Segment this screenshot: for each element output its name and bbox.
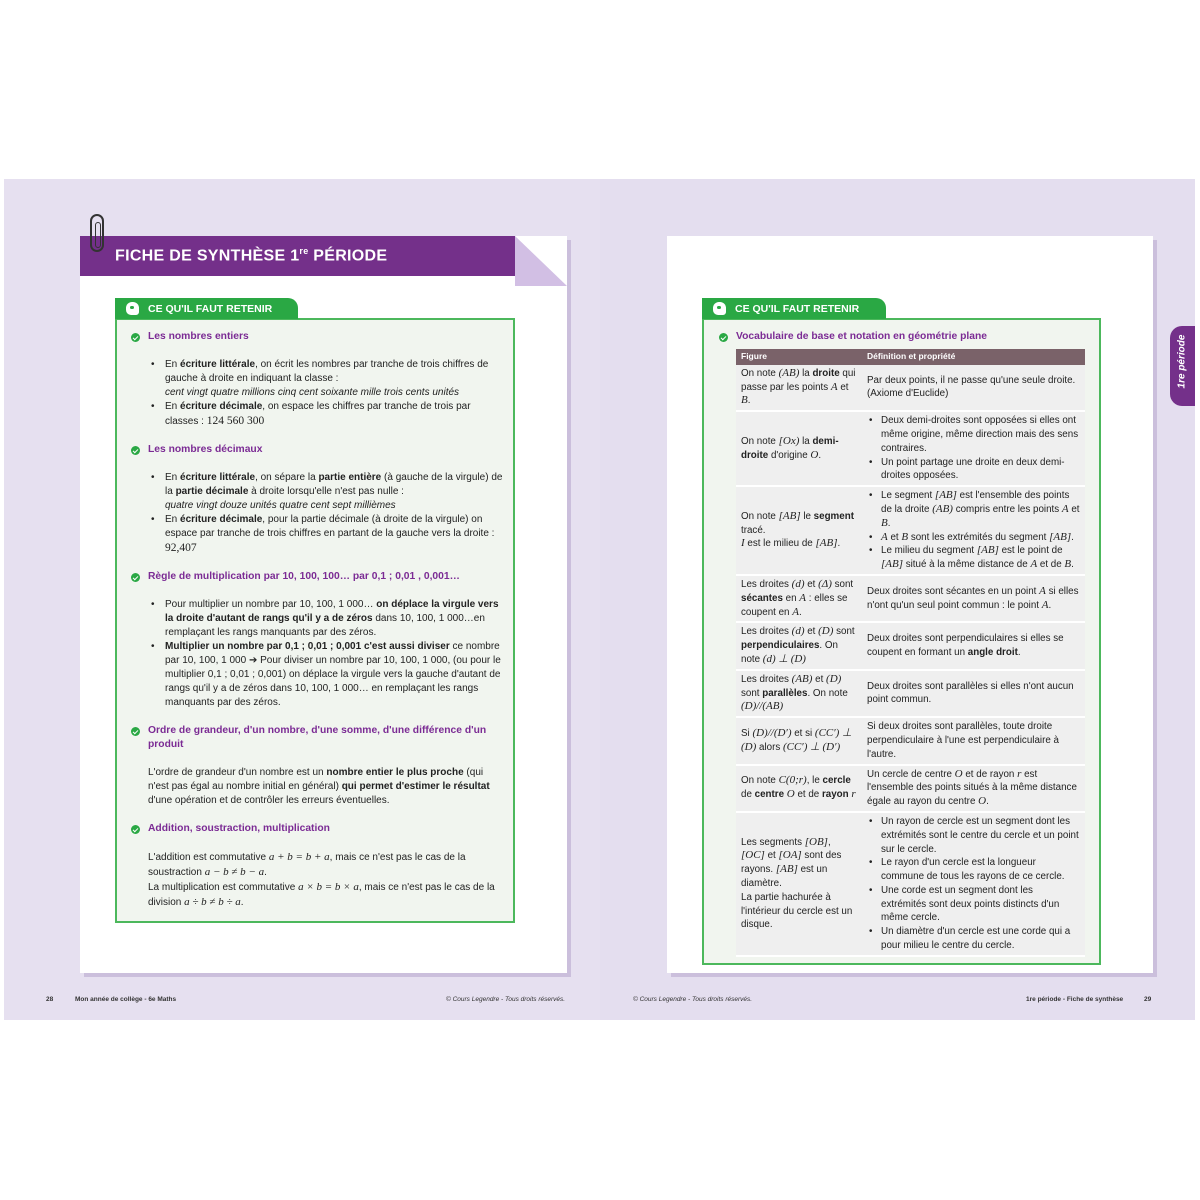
section-title bbox=[128, 724, 503, 752]
list-item bbox=[881, 815, 1080, 856]
text-run: Deux droites sont sécantes en un point bbox=[867, 585, 1040, 597]
bullet-list bbox=[128, 598, 503, 710]
text-run: A bbox=[792, 605, 799, 618]
text-run: sécantes bbox=[741, 592, 783, 604]
table-row bbox=[736, 717, 1085, 764]
title-end: PÉRIODE bbox=[308, 247, 388, 265]
text-run: Un rayon de cercle est un segment dont les extrémités sont le centre du cercle et un point sur le cercle. bbox=[881, 815, 1079, 855]
text-run: B bbox=[741, 394, 748, 407]
list-item bbox=[165, 400, 503, 429]
text-run: A bbox=[799, 591, 807, 604]
bullet-list bbox=[867, 414, 1080, 483]
text-run: partie entière bbox=[318, 472, 382, 483]
list-item bbox=[165, 358, 503, 400]
text-run: est l'ensemble des points situés à la même distance égale au rayon du centre bbox=[867, 768, 1077, 808]
text-run: A bbox=[1041, 598, 1049, 611]
text-run: Par deux points, il ne passe qu'une seule droite. (Axiome d'Euclide) bbox=[867, 374, 1076, 400]
section-title-text: Les nombres entiers bbox=[148, 331, 249, 342]
text-run: En bbox=[165, 514, 181, 525]
section-title bbox=[128, 570, 503, 584]
text-run: Les droites bbox=[741, 578, 792, 590]
text-run: , pour la partie décimale (à droite de la virgule) on espace par tranche de trois chiffres en partant de la gauche vers la droite : bbox=[165, 514, 495, 539]
text-run: (D)//(AB) bbox=[741, 700, 784, 713]
text-run: Si bbox=[741, 728, 753, 740]
text-run: Un point partage une droite en deux demi-droites opposées. bbox=[881, 456, 1065, 482]
text-run: r bbox=[1017, 767, 1022, 780]
text-run: tracé. bbox=[741, 524, 766, 536]
text-run: qui permet d'estimer le résultat bbox=[341, 781, 490, 792]
text-run: , on sépare la bbox=[255, 472, 319, 483]
text-run: (Δ) bbox=[818, 577, 832, 590]
text-run: . bbox=[798, 606, 802, 618]
definition-cell bbox=[862, 622, 1085, 669]
text-run: . bbox=[986, 796, 989, 808]
text-run: et bbox=[1068, 503, 1080, 515]
paragraph bbox=[128, 850, 503, 910]
figure-cell bbox=[736, 575, 862, 622]
text-run: . bbox=[1071, 559, 1074, 571]
text-run: Les segments bbox=[741, 836, 805, 848]
definition-cell bbox=[862, 670, 1085, 717]
col-header-figure: Figure bbox=[736, 349, 862, 365]
text-run: (d) bbox=[791, 577, 805, 590]
text-run: 92,407 bbox=[165, 542, 197, 554]
text-run: [Ox) bbox=[778, 434, 800, 447]
figure-cell bbox=[736, 411, 862, 486]
paragraph bbox=[128, 766, 503, 808]
text-run: C(0;r) bbox=[778, 774, 807, 787]
text-run: (qui n'est pas égal au nombre initial en général) bbox=[148, 767, 484, 792]
text-run: de bbox=[741, 789, 755, 801]
section-title bbox=[128, 822, 503, 836]
text-run: alors bbox=[756, 741, 783, 753]
section-title-text: Les nombres décimaux bbox=[148, 444, 263, 455]
figure-cell bbox=[736, 622, 862, 669]
section-title bbox=[128, 330, 503, 344]
text-run: sont bbox=[741, 687, 763, 699]
definition-cell bbox=[862, 717, 1085, 764]
list-item bbox=[165, 513, 503, 556]
figure-cell bbox=[736, 812, 862, 956]
footer-copyright-right: © Cours Legendre - Tous droits réservés. bbox=[633, 996, 753, 1003]
text-run: Le milieu du segment bbox=[881, 545, 977, 557]
section-title-text: Addition, soustraction, multiplication bbox=[148, 823, 330, 834]
text-run: [OB] bbox=[804, 835, 828, 848]
text-run: r bbox=[851, 788, 856, 801]
text-run: [AB] bbox=[775, 863, 798, 876]
text-run: [AB] bbox=[1049, 530, 1072, 543]
text-run: [AB] bbox=[881, 558, 903, 571]
text-run: . bbox=[1071, 531, 1074, 543]
table-row bbox=[736, 365, 1085, 411]
text-run: . bbox=[1048, 599, 1052, 611]
text-run: sont des rayons. bbox=[741, 850, 842, 876]
text-run: La multiplication est commutative bbox=[148, 882, 299, 893]
text-run: cercle bbox=[822, 775, 851, 787]
text-run: et de rayon bbox=[962, 768, 1018, 780]
text-run: (à gauche de la virgule) de la bbox=[165, 472, 503, 497]
text-run: On note bbox=[741, 367, 779, 379]
box-label: CE QU'IL FAUT RETENIR bbox=[735, 303, 860, 315]
page-title bbox=[80, 236, 515, 276]
list-item bbox=[881, 884, 1080, 925]
text-run: Deux droites sont perpendiculaires si elles se coupent en formant un bbox=[867, 633, 1064, 659]
bullet-list bbox=[867, 489, 1080, 572]
text-run: B bbox=[901, 530, 909, 543]
text-run: perpendiculaires bbox=[741, 640, 820, 652]
text-run: Multiplier un nombre par 0,1 ; 0,01 ; 0,001 c'est aussi diviser bbox=[165, 641, 450, 652]
text-run: Si deux droites sont parallèles, toute droite perpendiculaire à l'une est perpendiculaire à l'autre. bbox=[867, 721, 1059, 760]
text-run: Les droites bbox=[741, 673, 792, 685]
table-row bbox=[736, 622, 1085, 669]
section-title-text: Règle de multiplication par 10, 100, 100… par 0,1 ; 0,01 , 0,001… bbox=[148, 571, 460, 582]
side-tab-label: 1re période bbox=[1176, 334, 1188, 389]
text-run: [AB] bbox=[976, 544, 999, 557]
text-run: (d) ⊥ (D) bbox=[762, 652, 806, 665]
text-run: . bbox=[1017, 647, 1021, 659]
table-row bbox=[736, 486, 1085, 575]
list-item bbox=[881, 489, 1080, 530]
text-run: est l'ensemble des points de la droite bbox=[881, 490, 1070, 515]
text-run: et bbox=[764, 850, 779, 862]
text-run: dans 10, 100, 1 000…en remplaçant les rangs manquants par des zéros. bbox=[165, 613, 485, 638]
right-content bbox=[716, 330, 1088, 957]
text-run: qui passe par les points bbox=[741, 367, 856, 393]
title-text: FICHE DE SYNTHÈSE 1 bbox=[115, 247, 300, 265]
footer-book-title: Mon année de collège - 6e Maths bbox=[75, 996, 177, 1003]
text-run: Le segment bbox=[881, 490, 935, 502]
text-run: [AB] bbox=[815, 537, 838, 550]
text-run: Une corde est un segment dont les extrémités sont deux points distincts d'un même cercle. bbox=[881, 884, 1060, 924]
text-run: Un cercle de centre bbox=[867, 768, 955, 780]
head-icon bbox=[126, 302, 139, 315]
text-run: [AB] bbox=[934, 489, 957, 502]
text-run: partie décimale bbox=[175, 486, 249, 497]
check-icon bbox=[719, 333, 728, 342]
text-run: , mais ce n'est pas le cas de la division bbox=[148, 882, 495, 908]
text-run: En bbox=[165, 359, 181, 370]
text-run: et de bbox=[794, 789, 822, 801]
check-icon bbox=[131, 825, 140, 834]
text-run: O bbox=[978, 795, 987, 808]
section-title bbox=[716, 330, 1088, 344]
definition-cell bbox=[862, 411, 1085, 486]
table-row bbox=[736, 670, 1085, 717]
text-run: A bbox=[1030, 558, 1038, 571]
title-sup: re bbox=[299, 246, 309, 256]
footer-copyright-left: © Cours Legendre - Tous droits réservés. bbox=[446, 996, 566, 1003]
definition-cell bbox=[862, 765, 1085, 812]
text-run: (D) bbox=[818, 625, 834, 638]
text-run: , le bbox=[806, 775, 823, 787]
text-run: Un diamètre d'un cercle est une corde qui a pour milieu le centre du cercle. bbox=[881, 926, 1071, 952]
text-run: a × b = b × a bbox=[298, 881, 359, 893]
text-run: B bbox=[1064, 558, 1072, 571]
text-run: et de bbox=[1037, 559, 1065, 571]
side-tab-period[interactable] bbox=[1170, 326, 1195, 406]
text-run: à droite lorsqu'elle n'est pas nulle : bbox=[248, 486, 404, 497]
text-run: : elles se coupent en bbox=[741, 592, 848, 618]
page-number-left: 28 bbox=[46, 996, 54, 1003]
definition-cell bbox=[862, 365, 1085, 411]
text-run: La partie hachurée à l'intérieur du cercle est un disque. bbox=[741, 891, 853, 931]
text-run: L'addition est commutative bbox=[148, 852, 269, 863]
text-run: On note bbox=[741, 435, 779, 447]
list-item bbox=[881, 856, 1080, 884]
text-run: , mais ce n'est pas le cas de la soustraction bbox=[148, 852, 466, 878]
text-run: segment bbox=[813, 510, 854, 522]
figure-cell bbox=[736, 765, 862, 812]
figure-cell bbox=[736, 486, 862, 575]
text-run: on déplace la virgule vers la droite d'autant de rangs qu'il y a de zéros bbox=[165, 599, 499, 624]
check-icon bbox=[131, 333, 140, 342]
table-row bbox=[736, 575, 1085, 622]
text-run: ce nombre par 10, 100, 1 000 ➔ Pour diviser un nombre par 10, 100, 1 000, (ou pour le multiplier 0,1 ; 0,01 ; 0,001) on déplace la virgule vers la gauche d'autant de rangs qu'il y a de zéros dans 10, 100, 1 000… en remplaçant les rangs manquants par des zéros. bbox=[165, 641, 501, 708]
text-run: (D)//(D′) bbox=[752, 727, 792, 740]
box-tab-right bbox=[702, 298, 886, 319]
section-title-text: Vocabulaire de base et notation en géométrie plane bbox=[736, 331, 988, 342]
text-run: (AB) bbox=[791, 672, 813, 685]
text-run: (CC′) ⊥ (D′) bbox=[782, 740, 841, 753]
text-run: En bbox=[165, 472, 181, 483]
text-run: A bbox=[1039, 584, 1046, 597]
text-run: est le point de bbox=[998, 545, 1063, 557]
text-run: le bbox=[800, 510, 814, 522]
text-run: A bbox=[881, 530, 888, 543]
list-item bbox=[881, 456, 1080, 484]
section-title bbox=[128, 443, 503, 457]
text-run: . bbox=[837, 538, 841, 550]
text-run: quatre vingt douze unités quatre cent sept millièmes bbox=[165, 500, 396, 511]
text-run: et bbox=[812, 673, 827, 685]
text-run: écriture littérale bbox=[180, 359, 256, 370]
bullet-list bbox=[128, 471, 503, 556]
text-run: 124 560 300 bbox=[206, 415, 265, 427]
text-run: O bbox=[810, 448, 819, 461]
text-run: On note bbox=[741, 775, 779, 787]
list-item bbox=[165, 598, 503, 640]
check-icon bbox=[131, 446, 140, 455]
head-icon bbox=[713, 302, 726, 315]
text-run: écriture décimale bbox=[180, 401, 263, 412]
table-row bbox=[736, 411, 1085, 486]
text-run: et bbox=[837, 381, 849, 393]
text-run: a − b ≠ b − a bbox=[204, 866, 265, 878]
text-run: angle droit bbox=[967, 647, 1018, 659]
text-run: En bbox=[165, 401, 181, 412]
text-run: centre bbox=[754, 789, 785, 801]
text-run: , bbox=[827, 836, 831, 848]
text-run: . bbox=[264, 867, 267, 878]
text-run: est le milieu de bbox=[744, 538, 816, 550]
bullet-list bbox=[128, 358, 503, 429]
text-run: O bbox=[786, 788, 795, 801]
text-run: . On note bbox=[807, 687, 848, 699]
page-number-right: 29 bbox=[1144, 996, 1152, 1003]
check-icon bbox=[131, 727, 140, 736]
text-run: la bbox=[799, 435, 813, 447]
left-content bbox=[128, 330, 503, 924]
text-run: cent vingt quatre millions cinq cent soixante mille trois cents unités bbox=[165, 387, 460, 398]
bullet-list bbox=[867, 815, 1080, 953]
text-run: d'une opération et de contrôler les erreurs éventuelles. bbox=[148, 795, 390, 806]
text-run: et bbox=[887, 531, 902, 543]
definition-cell bbox=[862, 486, 1085, 575]
text-run: (D) bbox=[826, 672, 842, 685]
text-run: compris entre les points bbox=[952, 503, 1062, 515]
text-run: (CC′) ⊥ (D) bbox=[741, 727, 852, 753]
list-item bbox=[881, 531, 1080, 545]
text-run: Le rayon d'un cercle est la longueur commune de tous les rayons de ce cercle. bbox=[881, 857, 1065, 883]
text-run: I bbox=[741, 537, 745, 550]
table-row bbox=[736, 765, 1085, 812]
text-run: Les droites bbox=[741, 626, 792, 638]
definition-cell bbox=[862, 812, 1085, 956]
text-run: rayon bbox=[821, 789, 849, 801]
paperclip-icon bbox=[90, 214, 104, 252]
text-run: (AB) bbox=[932, 502, 953, 515]
text-run: , on écrit les nombres par tranche de trois chiffres de gauche à droite en indiquant la classe : bbox=[165, 359, 489, 384]
table-row bbox=[736, 812, 1085, 956]
text-run: situé à la même distance de bbox=[903, 559, 1031, 571]
list-item bbox=[165, 640, 503, 710]
text-run: (AB) bbox=[778, 366, 800, 379]
text-run: , on espace les chiffres par tranche de trois par classes : bbox=[165, 401, 471, 427]
text-run: Deux droites sont parallèles si elles n'ont aucun point commun. bbox=[867, 680, 1074, 706]
section-title-text: Ordre de grandeur, d'un nombre, d'une somme, d'une différence d'un produit bbox=[148, 725, 487, 750]
list-item bbox=[881, 544, 1080, 572]
text-run: [OA] bbox=[778, 849, 802, 862]
text-run: si elles n'ont qu'un seul point commun : le point bbox=[867, 585, 1079, 611]
text-run: parallèles bbox=[762, 687, 808, 699]
figure-cell bbox=[736, 670, 862, 717]
geometry-table bbox=[736, 349, 1085, 957]
list-item bbox=[165, 471, 503, 513]
box-label: CE QU'IL FAUT RETENIR bbox=[148, 303, 273, 315]
text-run: Pour multiplier un nombre par 10, 100, 1 000… bbox=[165, 599, 377, 610]
text-run: droite bbox=[812, 367, 840, 379]
text-run: On note bbox=[741, 510, 779, 522]
text-run: . bbox=[240, 897, 244, 908]
text-run: . bbox=[818, 449, 822, 461]
text-run: demi-droite bbox=[741, 435, 839, 461]
col-header-definition: Définition et propriété bbox=[862, 349, 1085, 365]
text-run: B bbox=[881, 516, 888, 529]
folded-corner bbox=[515, 236, 567, 286]
footer-section: 1re période - Fiche de synthèse bbox=[1026, 996, 1124, 1003]
text-run: a + b = b + a bbox=[268, 851, 330, 863]
list-item bbox=[881, 414, 1080, 455]
text-run: Deux demi-droites sont opposées si elles ont même origine, même direction mais des sens contraires. bbox=[881, 415, 1079, 454]
text-run: est un diamètre. bbox=[741, 864, 828, 889]
text-run: L'ordre de grandeur d'un nombre est un bbox=[148, 767, 327, 778]
text-run: nombre entier le plus proche bbox=[326, 767, 464, 778]
text-run: écriture décimale bbox=[180, 514, 263, 525]
text-run: sont bbox=[833, 626, 855, 638]
text-run: [OC] bbox=[741, 849, 765, 862]
text-run: . bbox=[887, 517, 891, 529]
text-run: O bbox=[954, 767, 963, 780]
text-run: sont les extrémités du segment bbox=[908, 531, 1050, 543]
text-run: en bbox=[782, 592, 800, 604]
text-run: A bbox=[830, 380, 838, 393]
text-run: écriture littérale bbox=[180, 472, 256, 483]
text-run: et bbox=[804, 626, 819, 638]
text-run: . On note bbox=[741, 640, 838, 665]
text-run: a ÷ b ≠ b ÷ a bbox=[184, 896, 241, 908]
text-run: et bbox=[804, 578, 819, 590]
check-icon bbox=[131, 573, 140, 582]
text-run: [AB] bbox=[778, 509, 801, 522]
text-run: la bbox=[799, 367, 813, 379]
figure-cell bbox=[736, 717, 862, 764]
figure-cell bbox=[736, 365, 862, 411]
text-run: . bbox=[747, 395, 751, 407]
text-run: A bbox=[1061, 502, 1069, 515]
box-tab-left bbox=[115, 298, 298, 319]
text-run: (d) bbox=[791, 625, 805, 638]
text-run: sont bbox=[831, 578, 854, 590]
text-run: et si bbox=[791, 728, 815, 740]
list-item bbox=[881, 925, 1080, 953]
definition-cell bbox=[862, 575, 1085, 622]
text-run: d'origine bbox=[768, 449, 811, 461]
